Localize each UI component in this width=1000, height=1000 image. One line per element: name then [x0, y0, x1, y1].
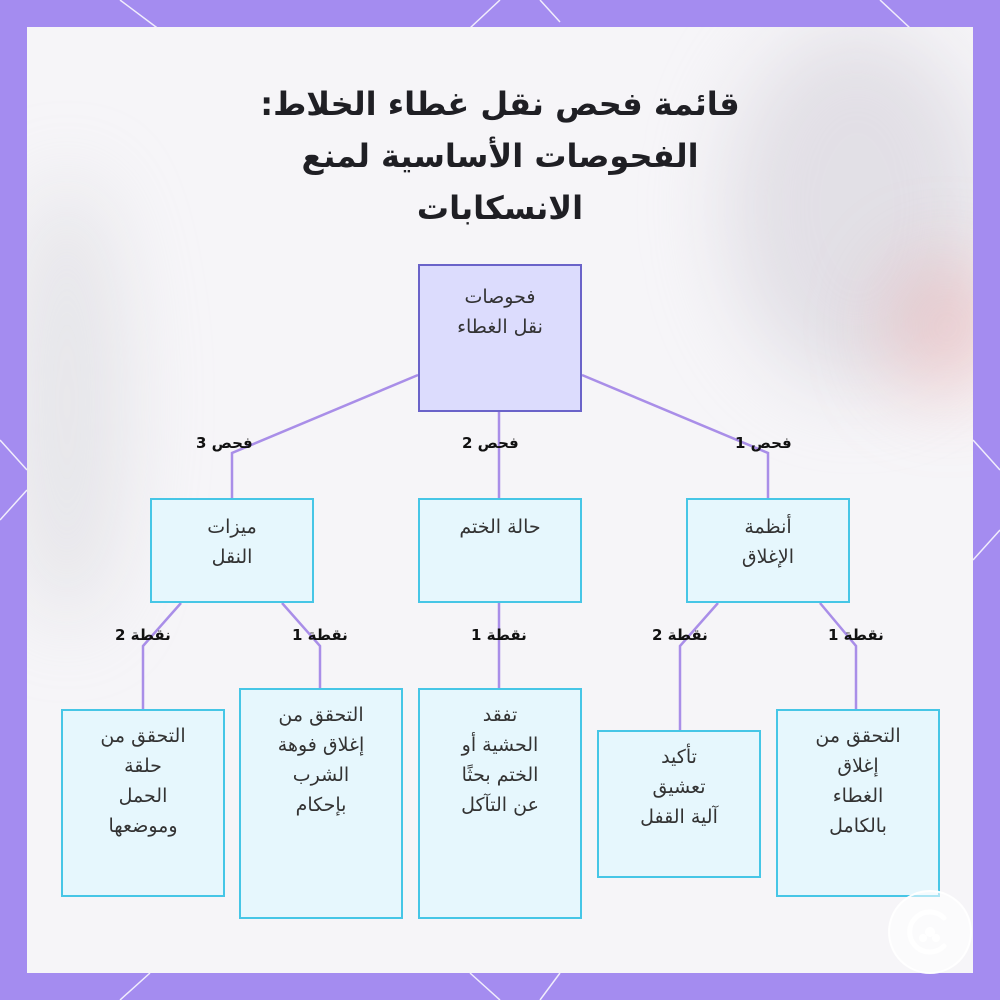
brand-logo-icon — [888, 890, 972, 974]
edge-label-check-1: فحص 1 — [735, 434, 792, 452]
root-node-line: نقل الغطاء — [457, 316, 543, 338]
point-node-line: آلية القفل — [640, 806, 718, 828]
edge-label-check-2: فحص 2 — [462, 434, 519, 452]
point-node-line: التحقق من — [815, 725, 901, 747]
check-node-seal — [418, 498, 582, 603]
check-node-line: أنظمة — [744, 516, 792, 538]
point-node-transport-2 — [61, 709, 225, 897]
point-node-closure-1 — [776, 709, 940, 897]
point-node-line: وموضعها — [108, 815, 178, 837]
title-line-1: قائمة فحص نقل غطاء الخلاط: — [260, 85, 740, 123]
root-node — [418, 264, 582, 412]
point-node-line: الغطاء — [832, 785, 884, 807]
point-node-closure-2 — [597, 730, 761, 878]
title-line-2: الفحوصات الأساسية لمنع — [301, 137, 699, 175]
point-node-line: بالكامل — [829, 815, 887, 837]
edge-label-point: نقطة 2 — [115, 626, 171, 644]
root-node-line: فحوصات — [464, 286, 536, 308]
point-node-line: التحقق من — [100, 725, 186, 747]
title-line-3: الانسكابات — [416, 189, 584, 227]
point-node-line: التحقق من — [278, 704, 364, 726]
point-node-line: الحمل — [118, 785, 168, 807]
edge-label-point: نقطة 1 — [471, 626, 527, 644]
point-node-line: حلقة — [124, 755, 162, 777]
point-node-line: تأكيد — [661, 746, 697, 768]
check-node-line: حالة الختم — [459, 516, 541, 538]
point-node-line: الشرب — [292, 764, 350, 786]
brand-logo-glyph — [890, 892, 970, 972]
point-node-line: الحشية أو — [461, 734, 539, 756]
check-node-closure — [686, 498, 850, 603]
edge-label-point: نقطة 2 — [652, 626, 708, 644]
point-node-line: إغلاق فوهة — [277, 734, 365, 756]
edge-label-point: نقطة 1 — [828, 626, 884, 644]
point-node-transport-1 — [239, 688, 403, 919]
point-node-line: الختم بحثًا — [461, 764, 539, 786]
point-node-line: بإحكام — [295, 794, 347, 816]
check-node-line: النقل — [211, 546, 253, 568]
point-node-line: تعشيق — [652, 776, 706, 798]
point-node-line: عن التآكل — [461, 794, 539, 816]
check-node-line: الإغلاق — [741, 546, 795, 568]
check-node-transport — [150, 498, 314, 603]
edge-label-point: نقطة 1 — [292, 626, 348, 644]
point-node-seal-1 — [418, 688, 582, 919]
page-title — [150, 78, 850, 234]
point-node-line: إغلاق — [837, 755, 879, 777]
point-node-line: تفقد — [482, 704, 518, 726]
check-node-line: ميزات — [207, 516, 257, 538]
edge-label-check-3: فحص 3 — [196, 434, 253, 452]
